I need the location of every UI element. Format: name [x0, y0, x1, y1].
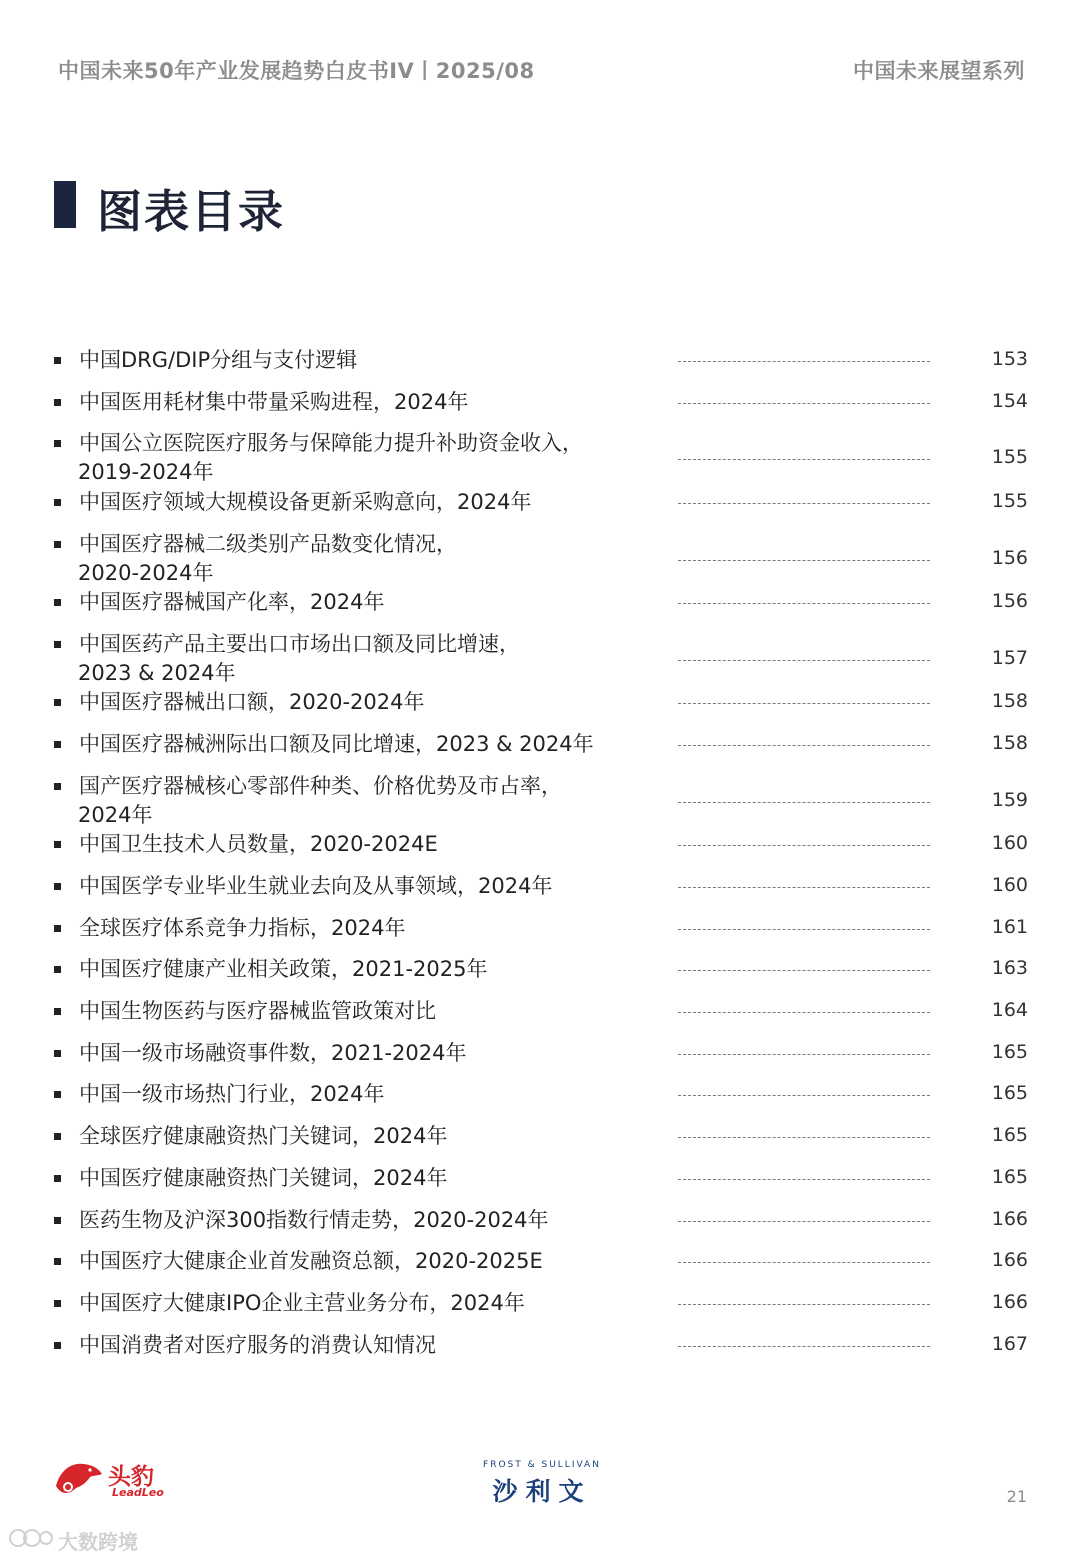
toc-item[interactable]	[0, 1331, 1080, 1373]
bullet-icon	[54, 641, 61, 648]
toc-item-page: 155	[991, 446, 1028, 469]
bullet-icon	[54, 1008, 61, 1015]
toc-item[interactable]	[0, 730, 1080, 772]
toc-item-label	[79, 914, 659, 943]
toc-item-label	[79, 688, 659, 717]
page-number: 21	[1006, 1487, 1027, 1506]
toc-item-label	[79, 772, 659, 830]
toc-item[interactable]	[0, 688, 1080, 730]
leadleo-logo	[54, 1454, 194, 1504]
frost-sullivan-logo	[468, 1460, 616, 1504]
toc-item-label	[79, 1331, 659, 1360]
bullet-icon	[54, 1050, 61, 1057]
bullet-icon	[54, 1217, 61, 1224]
toc-leader-dots	[678, 1054, 930, 1055]
toc-item-label-line: 中国公立医院医疗服务与保障能力提升补助资金收入，	[79, 431, 583, 456]
bullet-icon	[54, 1258, 61, 1265]
toc-item[interactable]	[0, 997, 1080, 1039]
toc-item-label	[79, 830, 659, 859]
toc-item-label-line: 中国医疗大健康企业首发融资总额，2020-2025E	[79, 1249, 543, 1274]
toc-leader-dots	[678, 1012, 930, 1013]
bullet-icon	[54, 499, 61, 506]
toc-leader-dots	[678, 503, 930, 504]
toc-item-page: 159	[991, 788, 1028, 811]
toc-item[interactable]	[0, 1247, 1080, 1289]
toc-item-page: 158	[991, 732, 1028, 754]
toc-leader-dots	[678, 459, 930, 460]
toc-leader-dots	[678, 660, 930, 661]
toc-item-label-line: 中国医用耗材集中带量采购进程，2024年	[79, 389, 469, 414]
toc-item-label-line: 中国医疗器械二级类别产品数变化情况，	[79, 531, 457, 556]
toc-item-label	[79, 1289, 659, 1318]
toc-item[interactable]	[0, 488, 1080, 530]
toc-item-label-line: 中国医学专业毕业生就业去向及从事领域，2024年	[79, 873, 553, 898]
toc-item-page: 158	[991, 690, 1028, 713]
toc-item[interactable]	[0, 1039, 1080, 1081]
toc-leader-dots	[678, 929, 930, 930]
bullet-icon	[54, 599, 61, 606]
toc-leader-dots	[678, 603, 930, 604]
bullet-icon	[54, 1342, 61, 1349]
toc-leader-dots	[678, 1179, 930, 1180]
toc-item[interactable]	[0, 429, 1080, 488]
watermark-text: 大数跨境	[58, 1530, 138, 1554]
toc-item-label	[79, 530, 659, 588]
toc-item[interactable]	[0, 830, 1080, 872]
toc-item-page: 167	[991, 1332, 1028, 1355]
bullet-icon	[54, 925, 61, 932]
bullet-icon	[54, 541, 61, 548]
toc-item-label	[79, 1039, 659, 1068]
toc-item-label-line: 中国一级市场热门行业，2024年	[79, 1082, 385, 1107]
bullet-icon	[54, 440, 61, 447]
toc-leader-dots	[678, 970, 930, 971]
toc-item-label	[79, 588, 659, 617]
toc-item-page: 163	[991, 957, 1028, 980]
toc-item[interactable]	[0, 772, 1080, 831]
toc-item[interactable]	[0, 1122, 1080, 1164]
toc-item-page: 156	[991, 590, 1028, 613]
toc-leader-dots	[678, 560, 930, 561]
bullet-icon	[54, 357, 61, 364]
toc-item-label-line: 医药生物及沪深300指数行情走势，2020-2024年	[79, 1207, 549, 1232]
toc-leader-dots	[678, 1346, 930, 1347]
toc-leader-dots	[678, 1137, 930, 1138]
toc-item-label	[79, 388, 659, 417]
toc-item-page: 155	[991, 489, 1028, 512]
toc-item-label-line: 中国医药产品主要出口市场出口额及同比增速，	[79, 631, 520, 656]
bullet-icon	[54, 841, 61, 848]
toc-item[interactable]	[0, 1289, 1080, 1331]
toc-leader-dots	[678, 745, 930, 746]
toc-item[interactable]	[0, 914, 1080, 956]
leopard-icon	[54, 1456, 104, 1498]
toc-leader-dots	[678, 703, 930, 704]
toc-item-label-line: 全球医疗健康融资热门关键词，2024年	[79, 1124, 448, 1149]
toc-item-page: 165	[991, 1040, 1028, 1063]
bullet-icon	[54, 699, 61, 706]
toc-item-label	[79, 630, 659, 688]
bullet-icon	[54, 783, 61, 790]
bullet-icon	[54, 1133, 61, 1140]
toc-item-label	[79, 1164, 659, 1193]
toc-item[interactable]	[0, 630, 1080, 689]
toc-item-label	[79, 1206, 659, 1235]
toc-item-label-line: 中国卫生技术人员数量，2020-2024E	[79, 832, 438, 857]
toc-item[interactable]	[0, 530, 1080, 589]
toc-item-page: 166	[991, 1290, 1028, 1313]
title-accent-bar	[54, 181, 76, 228]
toc-item-label	[79, 997, 659, 1026]
toc-leader-dots	[678, 403, 930, 404]
bullet-icon	[54, 1091, 61, 1098]
toc-item-page: 153	[991, 348, 1028, 370]
toc-leader-dots	[678, 1221, 930, 1222]
toc-item-label	[79, 730, 659, 759]
watermark-icon	[8, 1526, 54, 1550]
bullet-icon	[54, 399, 61, 406]
leadleo-logo-cn: 头豹	[108, 1464, 154, 1490]
toc-leader-dots	[678, 802, 930, 803]
toc-item-label	[79, 1080, 659, 1109]
toc-item-label	[79, 1247, 659, 1276]
toc-leader-dots	[678, 361, 930, 362]
frost-sullivan-logo-cn: 沙利文	[492, 1477, 592, 1506]
toc-item-label-line: 2019-2024年	[78, 460, 214, 485]
frost-sullivan-logo-en: FROST & SULLIVAN	[483, 1460, 601, 1470]
bullet-icon	[54, 883, 61, 890]
toc-item-label-line: 中国DRG/DIP分组与支付逻辑	[79, 348, 358, 372]
toc-item-page: 165	[991, 1124, 1028, 1147]
toc-item-page: 156	[991, 546, 1028, 569]
toc-item-label-line: 2023 & 2024年	[78, 660, 236, 685]
toc-item-label-line: 2024年	[78, 802, 153, 827]
toc-item-page: 160	[991, 873, 1028, 896]
toc-item-page: 166	[991, 1207, 1028, 1230]
toc-item[interactable]	[0, 388, 1080, 430]
toc-item-label	[79, 1122, 659, 1151]
bullet-icon	[54, 1175, 61, 1182]
toc-item-page: 161	[991, 915, 1028, 938]
toc-leader-dots	[678, 1304, 930, 1305]
bullet-icon	[54, 1300, 61, 1307]
bullet-icon	[54, 741, 61, 748]
leadleo-logo-en: LeadLeo	[112, 1486, 164, 1499]
toc-leader-dots	[678, 1262, 930, 1263]
toc-item-label-line: 中国医疗领域大规模设备更新采购意向，2024年	[79, 489, 532, 514]
toc-leader-dots	[678, 1095, 930, 1096]
toc-item[interactable]	[0, 1206, 1080, 1248]
bullet-icon	[54, 966, 61, 973]
toc-item[interactable]	[0, 1080, 1080, 1122]
toc-item-label-line: 中国医疗健康产业相关政策，2021-2025年	[79, 957, 488, 982]
toc-item-page: 164	[991, 999, 1028, 1021]
toc-item-label-line: 国产医疗器械核心零部件种类、价格优势及市占率，	[79, 773, 562, 798]
toc-item-label	[79, 346, 659, 375]
toc-item-label-line: 中国医疗器械国产化率，2024年	[79, 590, 385, 615]
toc-item-page: 166	[991, 1249, 1028, 1272]
toc-item-label-line: 中国医疗器械洲际出口额及同比增速，2023 & 2024年	[79, 732, 594, 756]
toc-item-label	[79, 955, 659, 984]
toc-item-label-line: 中国消费者对医疗服务的消费认知情况	[79, 1332, 436, 1357]
toc-item-page: 165	[991, 1082, 1028, 1105]
toc-item-label-line: 全球医疗体系竞争力指标，2024年	[79, 915, 406, 940]
toc-item[interactable]	[0, 588, 1080, 630]
toc-item-label-line: 中国医疗器械出口额，2020-2024年	[79, 690, 425, 715]
toc-item-label	[79, 429, 659, 487]
toc-item-label-line: 中国生物医药与医疗器械监管政策对比	[79, 999, 436, 1023]
toc-item[interactable]	[0, 955, 1080, 997]
toc-item-page: 157	[991, 646, 1028, 669]
toc-item[interactable]	[0, 346, 1080, 388]
header-series: 中国未来展望系列	[853, 59, 1025, 83]
toc-item-label-line: 中国医疗健康融资热门关键词，2024年	[79, 1165, 448, 1190]
toc-item-label	[79, 488, 659, 517]
toc-item-page: 160	[991, 832, 1028, 855]
toc-item-label-line: 2020-2024年	[78, 560, 214, 585]
toc-item-label-line: 中国医疗大健康IPO企业主营业务分布，2024年	[79, 1290, 525, 1315]
toc-item[interactable]	[0, 872, 1080, 914]
toc-item-label-line: 中国一级市场融资事件数，2021-2024年	[79, 1040, 467, 1065]
toc-item-page: 165	[991, 1165, 1028, 1188]
page-title: 图表目录	[97, 185, 286, 238]
header-title: 中国未来50年产业发展趋势白皮书IV丨2025/08	[58, 59, 535, 83]
toc-leader-dots	[678, 887, 930, 888]
toc-item[interactable]	[0, 1164, 1080, 1206]
toc-leader-dots	[678, 845, 930, 846]
toc-item-page: 154	[991, 389, 1028, 412]
toc-item-label	[79, 872, 659, 901]
